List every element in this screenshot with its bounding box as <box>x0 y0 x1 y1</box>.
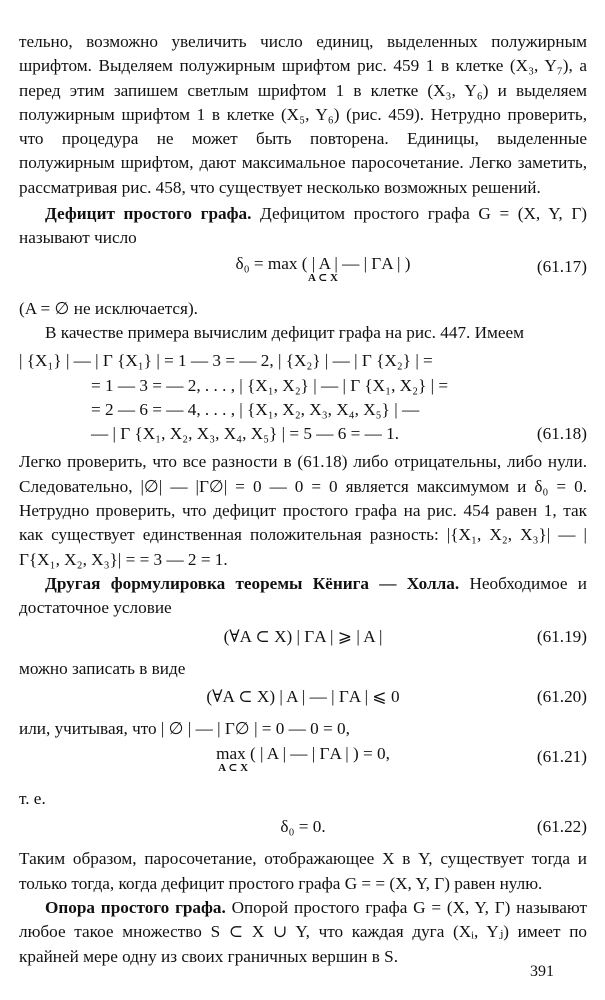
equation-61-18-line-3: = 2 — 6 = — 4, . . . , | {X₁, X₂, X₃, X₄, X₅} | — <box>91 399 420 419</box>
equation-61-19-number: (61.19) <box>536 626 587 646</box>
support-heading: Опора простого графа. <box>45 898 226 918</box>
equation-61-19 <box>19 625 587 653</box>
paragraph-or-given: или, учитывая, что | ∅ | — | Γ∅ | = 0 — 0 = 0, <box>19 718 350 738</box>
equation-61-20-body: (∀A ⊂ X) | A | — | ΓA | ⩽ 0 <box>206 686 400 706</box>
paragraph-empty-allowed: (A = ∅ не исключается). <box>19 298 198 318</box>
equation-61-21-number: (61.21) <box>536 747 587 767</box>
equation-61-17 <box>19 255 587 293</box>
equation-61-21-body: max ( | A | — | ΓA | ) = 0, <box>216 744 390 764</box>
equation-61-18-number: (61.18) <box>536 424 587 444</box>
page-body <box>19 30 587 969</box>
paragraph-konig-hall <box>19 572 587 621</box>
paragraph-deficit-definition <box>19 202 587 251</box>
paragraph-support <box>19 896 587 969</box>
paragraph-conclusion: Таким образом, паросочетание, отображающее X в Y, существует тогда и только тогда, когда дефицит простого графа G = = (X, Y, Γ) равен нулю. <box>19 849 587 893</box>
equation-61-21 <box>19 745 587 783</box>
paragraph-matching-procedure: тельно, возможно увеличить число единиц, выделенных полужирным шрифтом. Выделяем полужирным шрифтом рис. 459 1 в клетке (X₃, Y₇), а перед этим запишем светлым шрифтом 1 в клетке (X₃, Y₆) и выделяем полужирным шрифтом 1 в клетке (X₅, Y₆) (рис. 459). Нетрудно проверить, что процедура не может быть повторена. Единицы, выделенные полужирным шрифтом, дают максимальное паросочетание. Легко заметить, рассматривая рис. 458, что существует несколько возможных решений. <box>19 32 587 197</box>
equation-61-18-line-2: = 1 — 3 = — 2, . . . , | {X₁, X₂} | — | Γ {X₁, X₂} | = <box>91 375 449 395</box>
support-text: Опорой простого графа G = (X, Y, Γ) называют любое такое множество S ⊂ X ∪ Y, что каждая дуга (Xᵢ, Yⱼ) имеет по крайней мере одну из своих граничных вершин в S. <box>19 898 587 966</box>
equation-61-18-line-1: | {X₁} | — | Γ {X₁} | = 1 — 3 = — 2, | {X₂} | — | Γ {X₂} | = <box>19 351 433 371</box>
equation-61-22-number: (61.22) <box>536 817 587 837</box>
equation-61-20 <box>19 685 587 713</box>
equation-61-18-line-4: — | Γ {X₁, X₂, X₃, X₄, X₅} | = 5 — 6 = — 1. <box>91 424 400 444</box>
paragraph-ie: т. е. <box>19 789 46 809</box>
equation-61-18 <box>19 349 587 446</box>
equation-61-21-subscript: A ⊂ X <box>218 762 249 775</box>
equation-61-17-body: δ₀ = max ( | A | — | ΓA | ) <box>235 253 411 273</box>
equation-61-22 <box>19 815 587 843</box>
equation-61-20-number: (61.20) <box>536 686 587 706</box>
equation-61-17-number: (61.17) <box>536 256 587 276</box>
page-number: 391 <box>530 963 554 980</box>
equation-61-17-subscript: A ⊂ X <box>307 271 338 284</box>
paragraph-example: В качестве примера вычислим дефицит графа на рис. 447. Имеем <box>45 322 525 342</box>
equation-61-19-body: (∀A ⊂ X) | ΓA | ⩾ | A | <box>223 626 383 646</box>
paragraph-differences: Легко проверить, что все разности в (61.18) либо отрицательны, либо нули. Следовательно, |∅| — |Γ∅| = 0 — 0 = 0 является максимумом и δ₀ = 0. Нетрудно проверить, что дефицит простого графа на рис. 454 равен 1, так как существует единственная положительная разность: |{X₁, X₂, X₃}| — |Γ{X₁, X₂, X₃}| = = 3 — 2 = 1. <box>19 452 587 569</box>
deficit-heading: Дефицит простого графа. <box>45 204 252 224</box>
konig-hall-heading: Другая формулировка теоремы Кёнига — Холла. <box>45 573 460 593</box>
paragraph-can-write: можно записать в виде <box>19 658 186 678</box>
equation-61-22-body: δ₀ = 0. <box>280 817 326 837</box>
deficit-text: Дефицитом простого графа G = (X, Y, Γ) называют число <box>19 204 588 248</box>
konig-hall-text: Необходимое и достаточное условие <box>19 573 587 618</box>
